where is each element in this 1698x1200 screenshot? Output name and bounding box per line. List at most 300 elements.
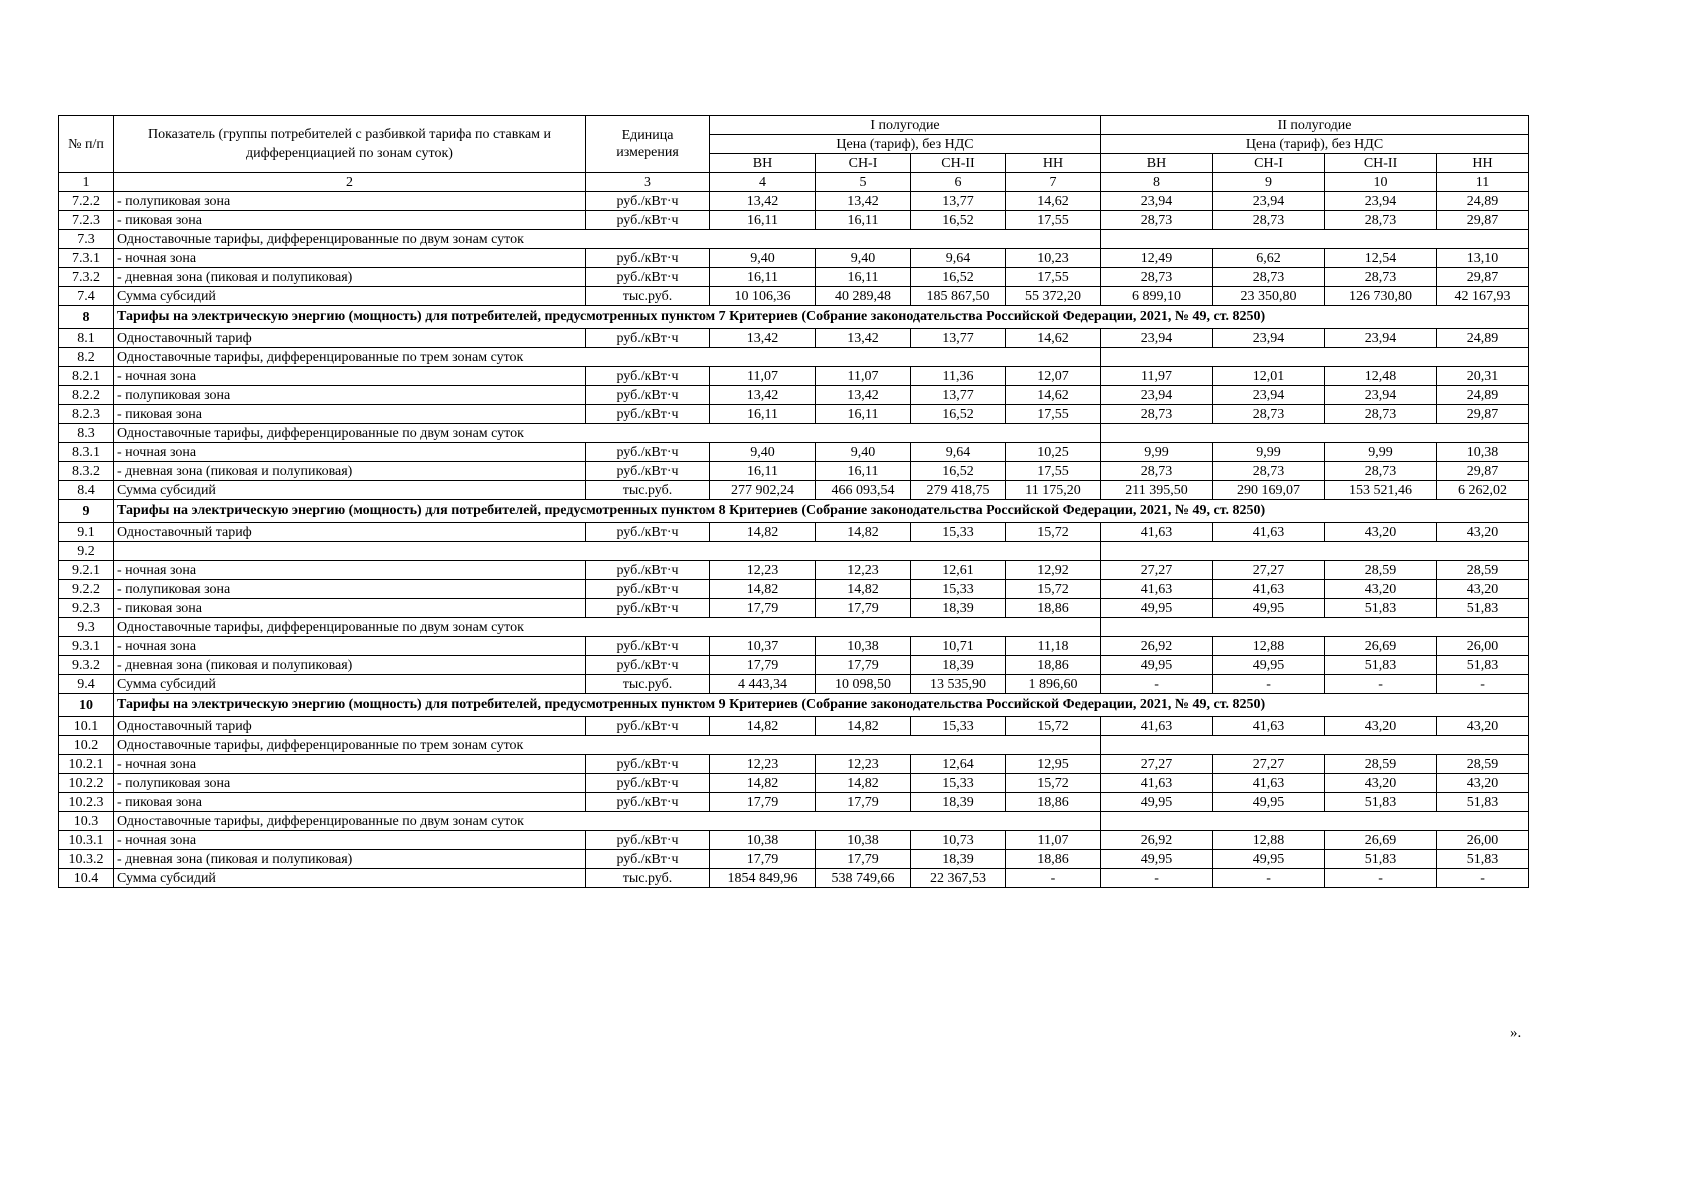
row-value: 28,73 [1213, 405, 1325, 424]
row-value: 10,38 [816, 637, 911, 656]
row-value: 17,55 [1006, 211, 1101, 230]
row-label: - полупиковая зона [114, 192, 586, 211]
row-value: 49,95 [1213, 599, 1325, 618]
empty-cell [1101, 812, 1529, 831]
row-value: 27,27 [1101, 755, 1213, 774]
closing-quote: ». [1510, 1025, 1522, 1041]
table-row [59, 523, 1529, 542]
row-value: 15,33 [911, 774, 1006, 793]
row-value: 24,89 [1437, 329, 1529, 348]
row-value: 29,87 [1437, 211, 1529, 230]
row-value: 51,83 [1437, 850, 1529, 869]
row-value: 14,82 [710, 717, 816, 736]
row-value: 27,27 [1213, 755, 1325, 774]
row-value: 15,72 [1006, 717, 1101, 736]
section-header-row [59, 694, 1529, 717]
row-unit: руб./кВт·ч [586, 580, 710, 599]
row-value: 11,36 [911, 367, 1006, 386]
row-value: 27,27 [1101, 561, 1213, 580]
header-half1: I полугодие [710, 116, 1101, 135]
row-value: 14,82 [816, 580, 911, 599]
row-value: 14,62 [1006, 192, 1101, 211]
row-value: - [1325, 869, 1437, 888]
row-value: 51,83 [1437, 599, 1529, 618]
column-number: 5 [816, 173, 911, 192]
row-value: 28,59 [1325, 755, 1437, 774]
row-value: 28,73 [1325, 268, 1437, 287]
row-value: 28,73 [1213, 211, 1325, 230]
row-value: 12,61 [911, 561, 1006, 580]
row-value: 26,00 [1437, 637, 1529, 656]
row-value: 10,38 [1437, 443, 1529, 462]
row-number: 7.3.1 [59, 249, 114, 268]
row-label: Сумма субсидий [114, 675, 586, 694]
row-number: 10.3 [59, 812, 114, 831]
row-value: 126 730,80 [1325, 287, 1437, 306]
row-value: 20,31 [1437, 367, 1529, 386]
table-row [59, 850, 1529, 869]
row-value: 10,71 [911, 637, 1006, 656]
row-value: 49,95 [1213, 850, 1325, 869]
row-value: 23,94 [1325, 192, 1437, 211]
row-label: Одноставочный тариф [114, 523, 586, 542]
section-number: 10 [59, 694, 114, 717]
row-label: - пиковая зона [114, 599, 586, 618]
row-value: 12,07 [1006, 367, 1101, 386]
table-row [59, 774, 1529, 793]
row-label: Одноставочный тариф [114, 717, 586, 736]
column-number: 8 [1101, 173, 1213, 192]
row-label: - пиковая зона [114, 793, 586, 812]
header-level: НН [1006, 154, 1101, 173]
row-value: 15,33 [911, 717, 1006, 736]
row-value: 13,77 [911, 386, 1006, 405]
row-value: 6 262,02 [1437, 481, 1529, 500]
row-label: - ночная зона [114, 249, 586, 268]
row-unit: руб./кВт·ч [586, 523, 710, 542]
row-value: 17,55 [1006, 462, 1101, 481]
row-value: 16,11 [710, 268, 816, 287]
tariff-document [58, 115, 1528, 888]
row-label: Сумма субсидий [114, 287, 586, 306]
row-unit: руб./кВт·ч [586, 774, 710, 793]
row-number: 9.3.2 [59, 656, 114, 675]
column-number: 2 [114, 173, 586, 192]
row-value: 18,39 [911, 656, 1006, 675]
row-value: 14,82 [710, 523, 816, 542]
row-value: 28,73 [1101, 211, 1213, 230]
section-header-row [59, 306, 1529, 329]
row-value: 11 175,20 [1006, 481, 1101, 500]
row-value: 28,73 [1213, 268, 1325, 287]
row-value: 14,82 [816, 717, 911, 736]
header-half2: II полугодие [1101, 116, 1529, 135]
row-number: 9.2 [59, 542, 114, 561]
row-unit: руб./кВт·ч [586, 443, 710, 462]
row-value: 279 418,75 [911, 481, 1006, 500]
subsection-title: Одноставочные тарифы, дифференцированные по двум зонам суток [114, 424, 1101, 443]
subsection-title [114, 542, 1101, 561]
row-value: 12,23 [816, 561, 911, 580]
table-row [59, 329, 1529, 348]
row-value: 12,23 [816, 755, 911, 774]
table-row [59, 793, 1529, 812]
row-value: 41,63 [1213, 580, 1325, 599]
row-unit: руб./кВт·ч [586, 561, 710, 580]
row-unit: тыс.руб. [586, 869, 710, 888]
table-row [59, 462, 1529, 481]
row-number: 9.4 [59, 675, 114, 694]
row-number: 10.1 [59, 717, 114, 736]
row-value: 9,40 [710, 249, 816, 268]
table-row [59, 831, 1529, 850]
row-value: 23,94 [1213, 386, 1325, 405]
row-value: 51,83 [1325, 850, 1437, 869]
row-value: 18,39 [911, 850, 1006, 869]
header-unit: Единица измерения [586, 116, 710, 173]
row-value: 14,62 [1006, 329, 1101, 348]
section-title: Тарифы на электрическую энергию (мощность) для потребителей, предусмотренных пунктом 7 Критериев (Собрание законодательства Российской Федерации, 2021, № 49, ст. 8250) [114, 306, 1529, 329]
row-number: 8.4 [59, 481, 114, 500]
row-value: 14,82 [816, 523, 911, 542]
row-value: 17,79 [816, 656, 911, 675]
row-value: 13,42 [816, 386, 911, 405]
row-value: 16,52 [911, 462, 1006, 481]
row-value: 17,79 [816, 599, 911, 618]
subsection-row [59, 812, 1529, 831]
row-value: 13,42 [710, 192, 816, 211]
row-value: 185 867,50 [911, 287, 1006, 306]
empty-cell [1101, 618, 1529, 637]
row-value: 10,38 [710, 831, 816, 850]
row-label: - ночная зона [114, 561, 586, 580]
row-unit: руб./кВт·ч [586, 755, 710, 774]
row-value: 18,86 [1006, 850, 1101, 869]
table-header [59, 116, 1529, 192]
row-label: - дневная зона (пиковая и полупиковая) [114, 268, 586, 287]
row-value: 28,73 [1101, 405, 1213, 424]
row-value: 28,73 [1325, 462, 1437, 481]
row-label: - полупиковая зона [114, 386, 586, 405]
row-value: 9,40 [816, 249, 911, 268]
subsection-row [59, 348, 1529, 367]
row-number: 9.1 [59, 523, 114, 542]
table-row [59, 869, 1529, 888]
row-label: - дневная зона (пиковая и полупиковая) [114, 656, 586, 675]
row-value: 12,64 [911, 755, 1006, 774]
row-unit: руб./кВт·ч [586, 717, 710, 736]
table-row [59, 211, 1529, 230]
table-row [59, 249, 1529, 268]
table-row [59, 580, 1529, 599]
row-value: 24,89 [1437, 386, 1529, 405]
row-value: 16,52 [911, 211, 1006, 230]
row-value: 11,97 [1101, 367, 1213, 386]
row-label: - ночная зона [114, 637, 586, 656]
row-value: 6,62 [1213, 249, 1325, 268]
section-number: 8 [59, 306, 114, 329]
table-row [59, 599, 1529, 618]
table-row [59, 367, 1529, 386]
row-value: 28,73 [1213, 462, 1325, 481]
column-number: 1 [59, 173, 114, 192]
row-value: 12,23 [710, 755, 816, 774]
row-value: 29,87 [1437, 268, 1529, 287]
row-unit: руб./кВт·ч [586, 599, 710, 618]
row-value: 23,94 [1101, 192, 1213, 211]
row-value: 17,79 [816, 793, 911, 812]
row-unit: тыс.руб. [586, 287, 710, 306]
row-value: 9,64 [911, 249, 1006, 268]
row-value: 12,88 [1213, 637, 1325, 656]
row-value: 18,86 [1006, 793, 1101, 812]
row-value: 9,99 [1101, 443, 1213, 462]
row-value: 49,95 [1101, 656, 1213, 675]
row-value: 538 749,66 [816, 869, 911, 888]
header-level: СН-II [911, 154, 1006, 173]
subsection-title: Одноставочные тарифы, дифференцированные по трем зонам суток [114, 348, 1101, 367]
subsection-row [59, 736, 1529, 755]
row-label: - дневная зона (пиковая и полупиковая) [114, 850, 586, 869]
row-value: 23 350,80 [1213, 287, 1325, 306]
row-value: 10 098,50 [816, 675, 911, 694]
row-value: 16,11 [816, 405, 911, 424]
row-value: 9,99 [1213, 443, 1325, 462]
row-value: - [1213, 675, 1325, 694]
table-row [59, 656, 1529, 675]
row-value: 12,23 [710, 561, 816, 580]
row-value: 9,40 [816, 443, 911, 462]
row-value: 16,11 [710, 462, 816, 481]
column-number: 10 [1325, 173, 1437, 192]
row-number: 8.3 [59, 424, 114, 443]
row-value: 23,94 [1325, 329, 1437, 348]
row-value: 41,63 [1213, 717, 1325, 736]
row-value: 13,42 [710, 386, 816, 405]
row-value: 277 902,24 [710, 481, 816, 500]
row-unit: руб./кВт·ч [586, 850, 710, 869]
section-title: Тарифы на электрическую энергию (мощность) для потребителей, предусмотренных пунктом 9 Критериев (Собрание законодательства Российской Федерации, 2021, № 49, ст. 8250) [114, 694, 1529, 717]
row-label: - пиковая зона [114, 405, 586, 424]
row-label: - полупиковая зона [114, 774, 586, 793]
row-unit: руб./кВт·ч [586, 192, 710, 211]
table-row [59, 192, 1529, 211]
row-number: 7.3 [59, 230, 114, 249]
row-label: - ночная зона [114, 443, 586, 462]
header-level: СН-II [1325, 154, 1437, 173]
row-value: 211 395,50 [1101, 481, 1213, 500]
row-number: 10.3.1 [59, 831, 114, 850]
row-number: 9.3 [59, 618, 114, 637]
column-number: 6 [911, 173, 1006, 192]
row-value: 153 521,46 [1325, 481, 1437, 500]
subsection-row [59, 542, 1529, 561]
row-value: - [1101, 675, 1213, 694]
row-value: 10,25 [1006, 443, 1101, 462]
row-value: 16,11 [816, 211, 911, 230]
row-value: 26,69 [1325, 831, 1437, 850]
row-label: - полупиковая зона [114, 580, 586, 599]
row-value: 15,33 [911, 580, 1006, 599]
row-value: 28,59 [1437, 561, 1529, 580]
row-label: Сумма субсидий [114, 869, 586, 888]
row-value: 18,86 [1006, 599, 1101, 618]
row-value: 40 289,48 [816, 287, 911, 306]
empty-cell [1101, 230, 1529, 249]
row-unit: руб./кВт·ч [586, 831, 710, 850]
header-num: № п/п [59, 116, 114, 173]
header-price1: Цена (тариф), без НДС [710, 135, 1101, 154]
row-value: 18,39 [911, 599, 1006, 618]
row-value: 466 093,54 [816, 481, 911, 500]
header-level: СН-I [816, 154, 911, 173]
row-value: 55 372,20 [1006, 287, 1101, 306]
row-value: 51,83 [1437, 656, 1529, 675]
row-value: - [1437, 675, 1529, 694]
row-number: 8.1 [59, 329, 114, 348]
row-value: 12,92 [1006, 561, 1101, 580]
row-number: 10.2 [59, 736, 114, 755]
row-value: 1854 849,96 [710, 869, 816, 888]
row-value: 23,94 [1101, 386, 1213, 405]
row-value: 15,72 [1006, 523, 1101, 542]
row-value: 41,63 [1101, 774, 1213, 793]
row-number: 7.2.2 [59, 192, 114, 211]
empty-cell [1101, 736, 1529, 755]
row-value: 12,01 [1213, 367, 1325, 386]
row-label: - ночная зона [114, 755, 586, 774]
row-value: 28,73 [1325, 405, 1437, 424]
row-value: 13,77 [911, 192, 1006, 211]
row-value: 14,62 [1006, 386, 1101, 405]
row-label: Одноставочный тариф [114, 329, 586, 348]
row-number: 9.2.1 [59, 561, 114, 580]
row-value: 28,73 [1101, 268, 1213, 287]
header-level: ВН [710, 154, 816, 173]
row-unit: руб./кВт·ч [586, 656, 710, 675]
column-number: 7 [1006, 173, 1101, 192]
row-value: 51,83 [1325, 599, 1437, 618]
row-number: 10.2.1 [59, 755, 114, 774]
row-value: 17,79 [710, 656, 816, 675]
row-value: - [1006, 869, 1101, 888]
table-row [59, 405, 1529, 424]
row-value: 29,87 [1437, 462, 1529, 481]
row-value: 43,20 [1325, 717, 1437, 736]
header-level: НН [1437, 154, 1529, 173]
row-value: 9,64 [911, 443, 1006, 462]
row-number: 10.3.2 [59, 850, 114, 869]
row-value: 13,77 [911, 329, 1006, 348]
subsection-row [59, 230, 1529, 249]
row-unit: руб./кВт·ч [586, 367, 710, 386]
row-value: 28,59 [1325, 561, 1437, 580]
header-price2: Цена (тариф), без НДС [1101, 135, 1529, 154]
row-value: 17,79 [710, 793, 816, 812]
row-value: 11,07 [816, 367, 911, 386]
table-body [59, 192, 1529, 888]
row-value: 17,55 [1006, 268, 1101, 287]
row-value: 14,82 [710, 580, 816, 599]
row-value: 11,18 [1006, 637, 1101, 656]
row-value: 41,63 [1101, 580, 1213, 599]
row-value: 43,20 [1437, 523, 1529, 542]
row-value: 4 443,34 [710, 675, 816, 694]
row-value: 51,83 [1325, 793, 1437, 812]
row-value: 10,73 [911, 831, 1006, 850]
row-value: 49,95 [1213, 793, 1325, 812]
row-value: 17,79 [816, 850, 911, 869]
row-value: 24,89 [1437, 192, 1529, 211]
row-value: 1 896,60 [1006, 675, 1101, 694]
row-value: 16,11 [816, 268, 911, 287]
row-value: 290 169,07 [1213, 481, 1325, 500]
row-value: 18,86 [1006, 656, 1101, 675]
row-unit: руб./кВт·ч [586, 329, 710, 348]
row-value: 13 535,90 [911, 675, 1006, 694]
row-value: 23,94 [1213, 192, 1325, 211]
row-value: 43,20 [1325, 774, 1437, 793]
row-value: 14,82 [816, 774, 911, 793]
row-value: 12,48 [1325, 367, 1437, 386]
row-value: 42 167,93 [1437, 287, 1529, 306]
row-number: 7.4 [59, 287, 114, 306]
row-label: - ночная зона [114, 831, 586, 850]
row-number: 9.2.3 [59, 599, 114, 618]
row-unit: руб./кВт·ч [586, 793, 710, 812]
row-value: 11,07 [710, 367, 816, 386]
row-value: 16,52 [911, 268, 1006, 287]
row-value: 12,54 [1325, 249, 1437, 268]
row-value: 10,23 [1006, 249, 1101, 268]
column-number: 4 [710, 173, 816, 192]
row-value: 49,95 [1101, 599, 1213, 618]
row-number: 8.2 [59, 348, 114, 367]
row-value: 29,87 [1437, 405, 1529, 424]
subsection-row [59, 618, 1529, 637]
row-label: - дневная зона (пиковая и полупиковая) [114, 462, 586, 481]
row-value: 15,72 [1006, 580, 1101, 599]
row-value: 23,94 [1101, 329, 1213, 348]
row-value: 11,07 [1006, 831, 1101, 850]
empty-cell [1101, 542, 1529, 561]
row-value: 22 367,53 [911, 869, 1006, 888]
row-value: 13,42 [816, 192, 911, 211]
row-value: 41,63 [1213, 523, 1325, 542]
row-number: 8.3.2 [59, 462, 114, 481]
row-number: 8.3.1 [59, 443, 114, 462]
row-value: 16,11 [710, 405, 816, 424]
subsection-title: Одноставочные тарифы, дифференцированные по трем зонам суток [114, 736, 1101, 755]
row-number: 9.3.1 [59, 637, 114, 656]
table-row [59, 443, 1529, 462]
subsection-title: Одноставочные тарифы, дифференцированные по двум зонам суток [114, 618, 1101, 637]
row-unit: руб./кВт·ч [586, 405, 710, 424]
table-row [59, 561, 1529, 580]
row-value: - [1325, 675, 1437, 694]
row-label: - ночная зона [114, 367, 586, 386]
table-row [59, 675, 1529, 694]
row-value: 28,59 [1437, 755, 1529, 774]
column-number: 3 [586, 173, 710, 192]
row-value: 28,73 [1101, 462, 1213, 481]
row-value: 17,79 [710, 850, 816, 869]
row-label: - пиковая зона [114, 211, 586, 230]
row-value: 10,38 [816, 831, 911, 850]
header-level: ВН [1101, 154, 1213, 173]
column-numbers-row [59, 173, 1529, 192]
row-value: 49,95 [1101, 793, 1213, 812]
